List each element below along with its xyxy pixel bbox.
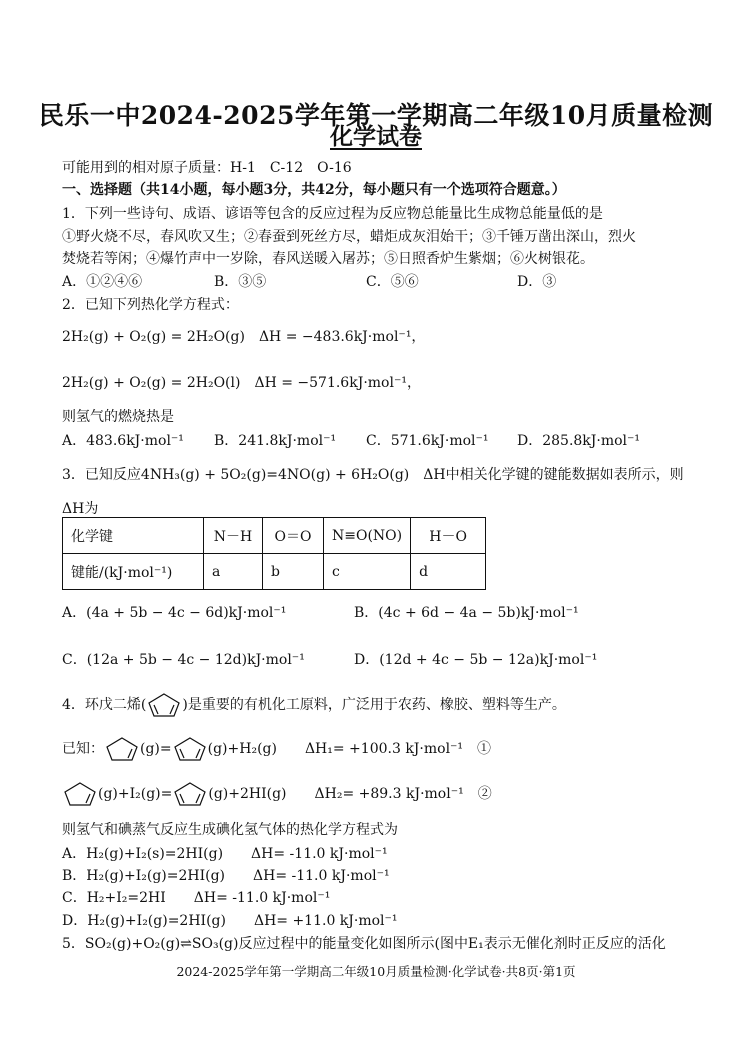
q1-option-a: A．①②④⑥: [62, 274, 143, 290]
q4-stem-pre: 4．环戊二烯(: [62, 697, 147, 713]
q4-stem: [62, 692, 566, 718]
bond-energy-table: [62, 517, 486, 590]
q4-option-a: A．H₂(g)+I₂(s)=2HI(g) ΔH= -11.0 kJ·mol⁻¹: [62, 846, 388, 862]
q4-option-c: C．H₂+I₂=2HI ΔH= -11.0 kJ·mol⁻¹: [62, 890, 331, 906]
q2-question: 则氢气的燃烧热是: [62, 409, 174, 425]
table-row: [63, 554, 486, 590]
q1-option-c: C．⑤⑥: [366, 274, 419, 290]
cyclopentene-ring-icon: [62, 781, 98, 807]
q4-option-b: B．H₂(g)+I₂(g)=2HI(g) ΔH= -11.0 kJ·mol⁻¹: [62, 868, 390, 884]
q4-eq1-mid: (g)=: [140, 741, 172, 757]
q1-stem-line2: ①野火烧不尽，春风吹又生；②春蚕到死丝方尽，蜡炬成灰泪始干；③千锤万凿出深山，烈火: [62, 229, 636, 245]
table-row: [63, 518, 486, 554]
q3-option-a: A．(4a + 5b − 4c − 6d)kJ·mol⁻¹: [62, 605, 287, 621]
table-cell: 键能/(kJ·mol⁻¹): [63, 554, 204, 590]
q4-option-d: D．H₂(g)+I₂(g)=2HI(g) ΔH= +11.0 kJ·mol⁻¹: [62, 913, 398, 929]
cyclopentene-ring-icon: [104, 736, 140, 762]
cyclopentadiene-ring-icon: [172, 736, 208, 762]
q5-stem-line1: 5．SO₂(g)+O₂(g)⇌SO₃(g)反应过程中的能量变化如图所示(图中E₁表示无催化剂时正反应的活化: [62, 936, 666, 952]
q4-known-eq1: [62, 736, 491, 762]
q2-option-c: C．571.6kJ·mol⁻¹: [366, 433, 489, 449]
table-header-cell: N≡O(NO): [324, 518, 411, 554]
q1-stem-line1: 1．下列一些诗句、成语、谚语等包含的反应过程为反应物总能量比生成物总能量低的是: [62, 206, 603, 222]
q2-equation-1: 2H₂(g) + O₂(g) = 2H₂O(g) ΔH = −483.6kJ·mol⁻¹，: [62, 329, 426, 345]
q2-stem: 2．已知下列热化学方程式：: [62, 297, 239, 313]
q4-eq2-mid: (g)+I₂(g)=: [98, 786, 173, 802]
q3-stem-line1: 3．已知反应4NH₃(g) + 5O₂(g)=4NO(g) + 6H₂O(g) ΔH中相关化学键的键能数据如表所示，则: [62, 467, 684, 483]
q4-eq1-right: (g)+H₂(g) ΔH₁= +100.3 kJ·mol⁻¹ ①: [207, 741, 492, 757]
table-header-cell: N－H: [204, 518, 263, 554]
atomic-masses: 可能用到的相对原子质量：H-1 C-12 O-16: [62, 160, 352, 176]
q2-option-a: A．483.6kJ·mol⁻¹: [62, 433, 184, 449]
q4-question: 则氢气和碘蒸气反应生成碘化氢气体的热化学方程式为: [62, 822, 398, 838]
page-footer: 2024-2025学年第一学期高二年级10月质量检测·化学试卷·共8页·第1页: [176, 964, 576, 979]
q4-known-label: 已知：: [62, 741, 104, 757]
q2-option-b: B．241.8kJ·mol⁻¹: [214, 433, 337, 449]
table-header-cell: O＝O: [263, 518, 324, 554]
table-header-cell: 化学键: [63, 518, 204, 554]
cyclopentadiene-ring-icon: [146, 692, 182, 718]
q3-option-b: B．(4c + 6d − 4a − 5b)kJ·mol⁻¹: [354, 605, 579, 621]
table-cell: c: [324, 554, 411, 590]
table-cell: a: [204, 554, 263, 590]
q2-equation-2: 2H₂(g) + O₂(g) = 2H₂O(l) ΔH = −571.6kJ·mol⁻¹，: [62, 375, 421, 391]
section-heading: 一、选择题（共14小题，每小题3分，共42分，每小题只有一个选项符合题意。）: [62, 182, 566, 198]
q1-stem-line3: 焚烧若等闲；④爆竹声中一岁除，春风送暖入屠苏；⑤日照香炉生紫烟；⑥火树银花。: [62, 251, 594, 267]
cyclopentadiene-ring-icon: [172, 781, 208, 807]
subject-title-text: 化学试卷: [330, 123, 422, 150]
q2-option-d: D．285.8kJ·mol⁻¹: [517, 433, 641, 449]
q4-stem-post: )是重要的有机化工原料，广泛用于农药、橡胶、塑料等生产。: [182, 697, 566, 713]
table-cell: d: [411, 554, 486, 590]
table-header-cell: H－O: [411, 518, 486, 554]
q4-eq2-right: (g)+2HI(g) ΔH₂= +89.3 kJ·mol⁻¹ ②: [208, 786, 492, 802]
exam-title: 民乐一中2024-2025学年第一学期高二年级10月质量检测: [38, 101, 714, 130]
q1-option-d: D．③: [517, 274, 557, 290]
table-cell: b: [263, 554, 324, 590]
subject-title: [0, 118, 752, 151]
q3-stem-line2: ΔH为: [62, 501, 99, 517]
q3-option-c: C．(12a + 5b − 4c − 12d)kJ·mol⁻¹: [62, 652, 305, 668]
q1-option-b: B．③⑤: [214, 274, 267, 290]
q4-known-eq2: [62, 781, 492, 807]
q3-option-d: D．(12d + 4c − 5b − 12a)kJ·mol⁻¹: [354, 652, 598, 668]
